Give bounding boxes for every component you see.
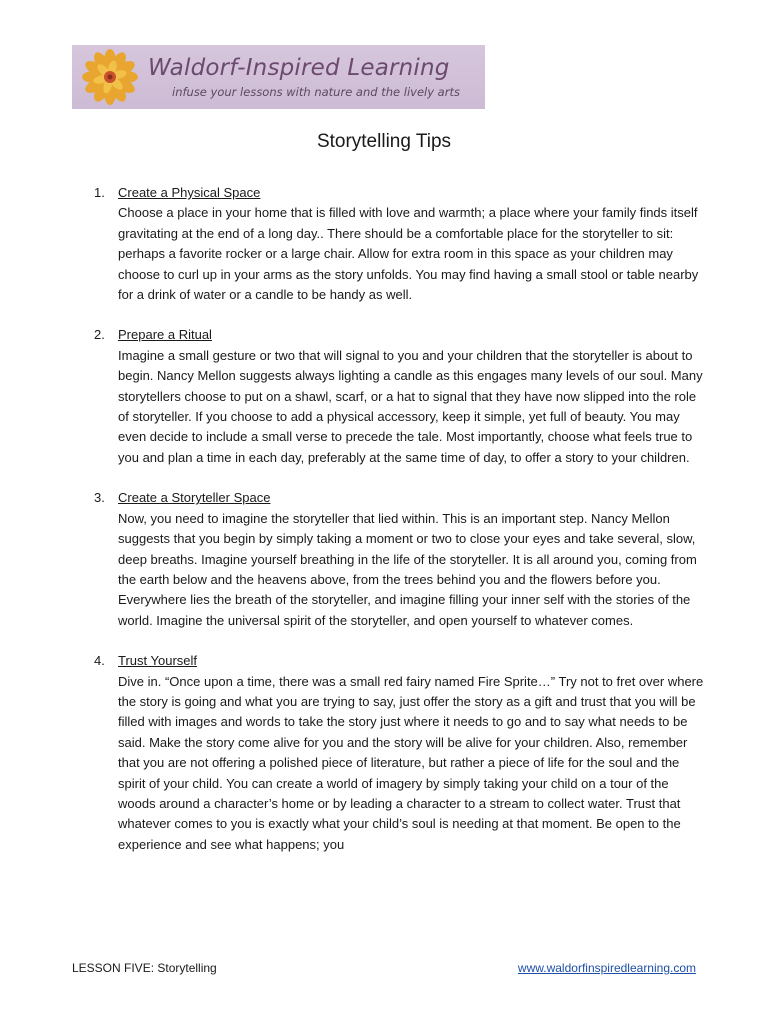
tip-item	[94, 651, 704, 855]
footer-website-link[interactable]: www.waldorfinspiredlearning.com	[517, 961, 696, 975]
tip-heading: Create a Physical Space	[118, 185, 261, 200]
tip-heading: Create a Storyteller Space	[118, 490, 271, 506]
tip-heading: Trust Yourself	[118, 653, 198, 669]
tip-body: Choose a place in your home that is filled with love and warmth; a place where your family finds itself gravitating at the end of a long day.. There should be a comfortable place for the storyteller to sit: perhaps a favorite rocker or a large chair. Allow for extra room in this space as your children may choose to curl up in your arms as the story unfolds. You may find having a small stool or table nearby for a drink of water or a candle to be handy as well.	[118, 205, 699, 303]
flower-icon	[82, 49, 138, 105]
tip-body: Dive in. “Once upon a time, there was a small red fairy named Fire Sprite…” Try not to fret over where the story is going and what you are trying to say, just offer the story as a gift and trust that you will be filled with images and words to take the story just where it needs to go and to say what needs to be said. Make the story come alive for you and the story will be alive for your children. Also, remember that you are not offering a polished piece of literature, but rather a piece of life for the soul and the spirit of your child. You can create a world of imagery by simply taking your child on a tour of the woods around a character’s home or by leading a character to a stream to collect water. Trust that whatever comes to you is exactly what your child’s soul is needing at that moment. Be open to the experience and see what happens; you	[118, 673, 704, 852]
tip-item	[94, 488, 704, 631]
tip-item	[94, 183, 704, 305]
page-title: Storytelling Tips	[316, 131, 452, 152]
tip-number: 3.	[94, 490, 105, 506]
header-banner	[72, 45, 485, 109]
tips-list	[94, 183, 704, 875]
tip-number: 2.	[94, 327, 105, 343]
tip-number: 1.	[94, 185, 105, 200]
brand-name: Waldorf-Inspired Learning	[148, 55, 450, 81]
footer-lesson-label: LESSON FIVE: Storytelling	[72, 961, 217, 975]
tip-item	[94, 325, 704, 468]
tip-number: 4.	[94, 653, 105, 669]
tip-body: Imagine a small gesture or two that will signal to you and your children that the storyteller is about to begin. Nancy Mellon suggests always lighting a candle as this engages many levels of our soul. Many storytellers choose to put on a shawl, scarf, or a hat to signal that they have now slipped into the role of storyteller. If you choose to add a physical accessory, keep it simple, yet full of beauty. You may even decide to include a small verse to precede the tale. Most importantly, choose what feels true to you and plan a time in each day, preferably at the same time of day, to offer a story to your children.	[118, 347, 703, 465]
tip-body: Now, you need to imagine the storyteller that lied within. This is an important step. Nancy Mellon suggests that you begin by simply taking a moment or two to close your eyes and take several, slow, deep breaths. Imagine yourself breathing in the life of the storyteller. It is all around you, coming from the earth below and the heavens above, from the trees behind you and the flowers before you. Everywhere lies the breath of the storyteller, and imagine filling your inner self with the stories of the world. Imagine the universal spirit of the storyteller, and open yourself to whatever comes.	[118, 510, 697, 628]
tip-heading: Prepare a Ritual	[118, 327, 212, 343]
brand-tagline: infuse your lessons with nature and the lively arts	[172, 85, 460, 99]
